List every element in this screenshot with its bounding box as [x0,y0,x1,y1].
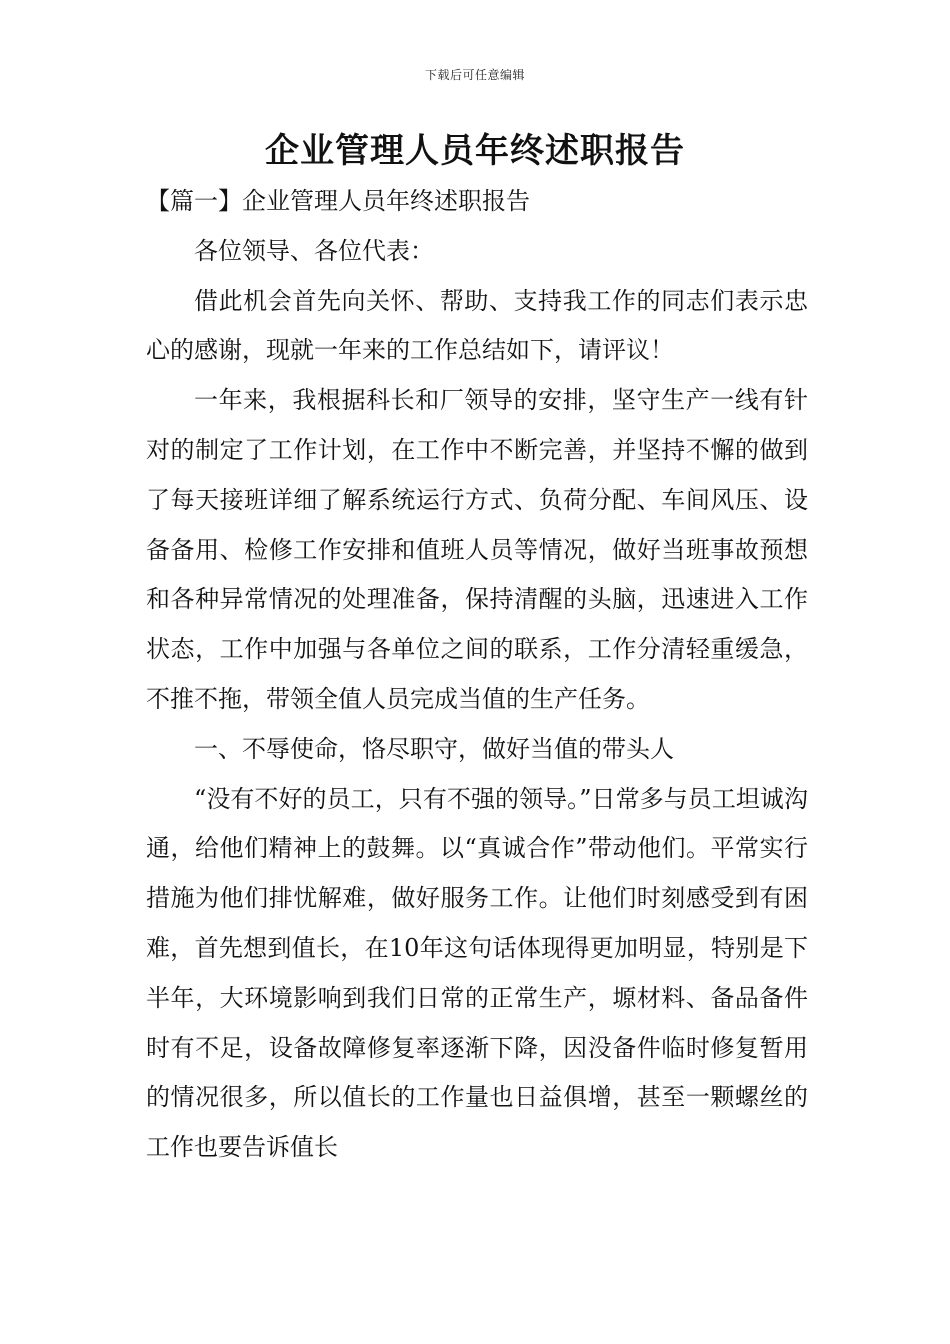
quote-paragraph: “没有不好的员工，只有不强的领导。”日常多与员工坦诚沟通，给他们精神上的鼓舞。以“真诚合作”带动他们。平常实行措施为他们排忧解难，做好服务工作。让他们时刻感受到有困难，首先想到值长，在10年这句话体现得更加明显，特别是下半年，大环境影响到我们日常的正常生产，塬材料、备品备件时有不足，设备故障修复率逐渐下降，因没备件临时修复暂用的情况很多，所以值长的工作量也日益俱增，甚至一颗螺丝的工作也要告诉值长 [146,784,808,1162]
greeting-paragraph: 各位领导、各位代表： [194,236,434,265]
section-label: 【篇一】企业管理人员年终述职报告 [146,187,530,215]
header-note: 下载后可任意编辑 [424,68,525,82]
summary-paragraph: 一年来，我根据科长和厂领导的安排，坚守生产一线有针对的制定了工作计划，在工作中不断完善，并坚持不懈的做到了每天接班详细了解系统运行方式、负荷分配、车间风压、设备备用、检修工作安排和值班人员等情况，做好当班事故预想和各种异常情况的处理准备，保持清醒的头脑，迅速进入工作状态，工作中加强与各单位之间的联系，工作分清轻重缓急，不推不拖，带领全值人员完成当值的生产任务。 [146,386,808,713]
intro-paragraph: 借此机会首先向关怀、帮助、支持我工作的同志们表示忠心的感谢，现就一年来的工作总结如下，请评议！ [146,286,808,365]
document-title: 企业管理人员年终述职报告 [265,131,685,171]
document-body [146,177,808,1173]
section-heading-one: 一、不辱使命，恪尽职守，做好当值的带头人 [194,734,674,763]
